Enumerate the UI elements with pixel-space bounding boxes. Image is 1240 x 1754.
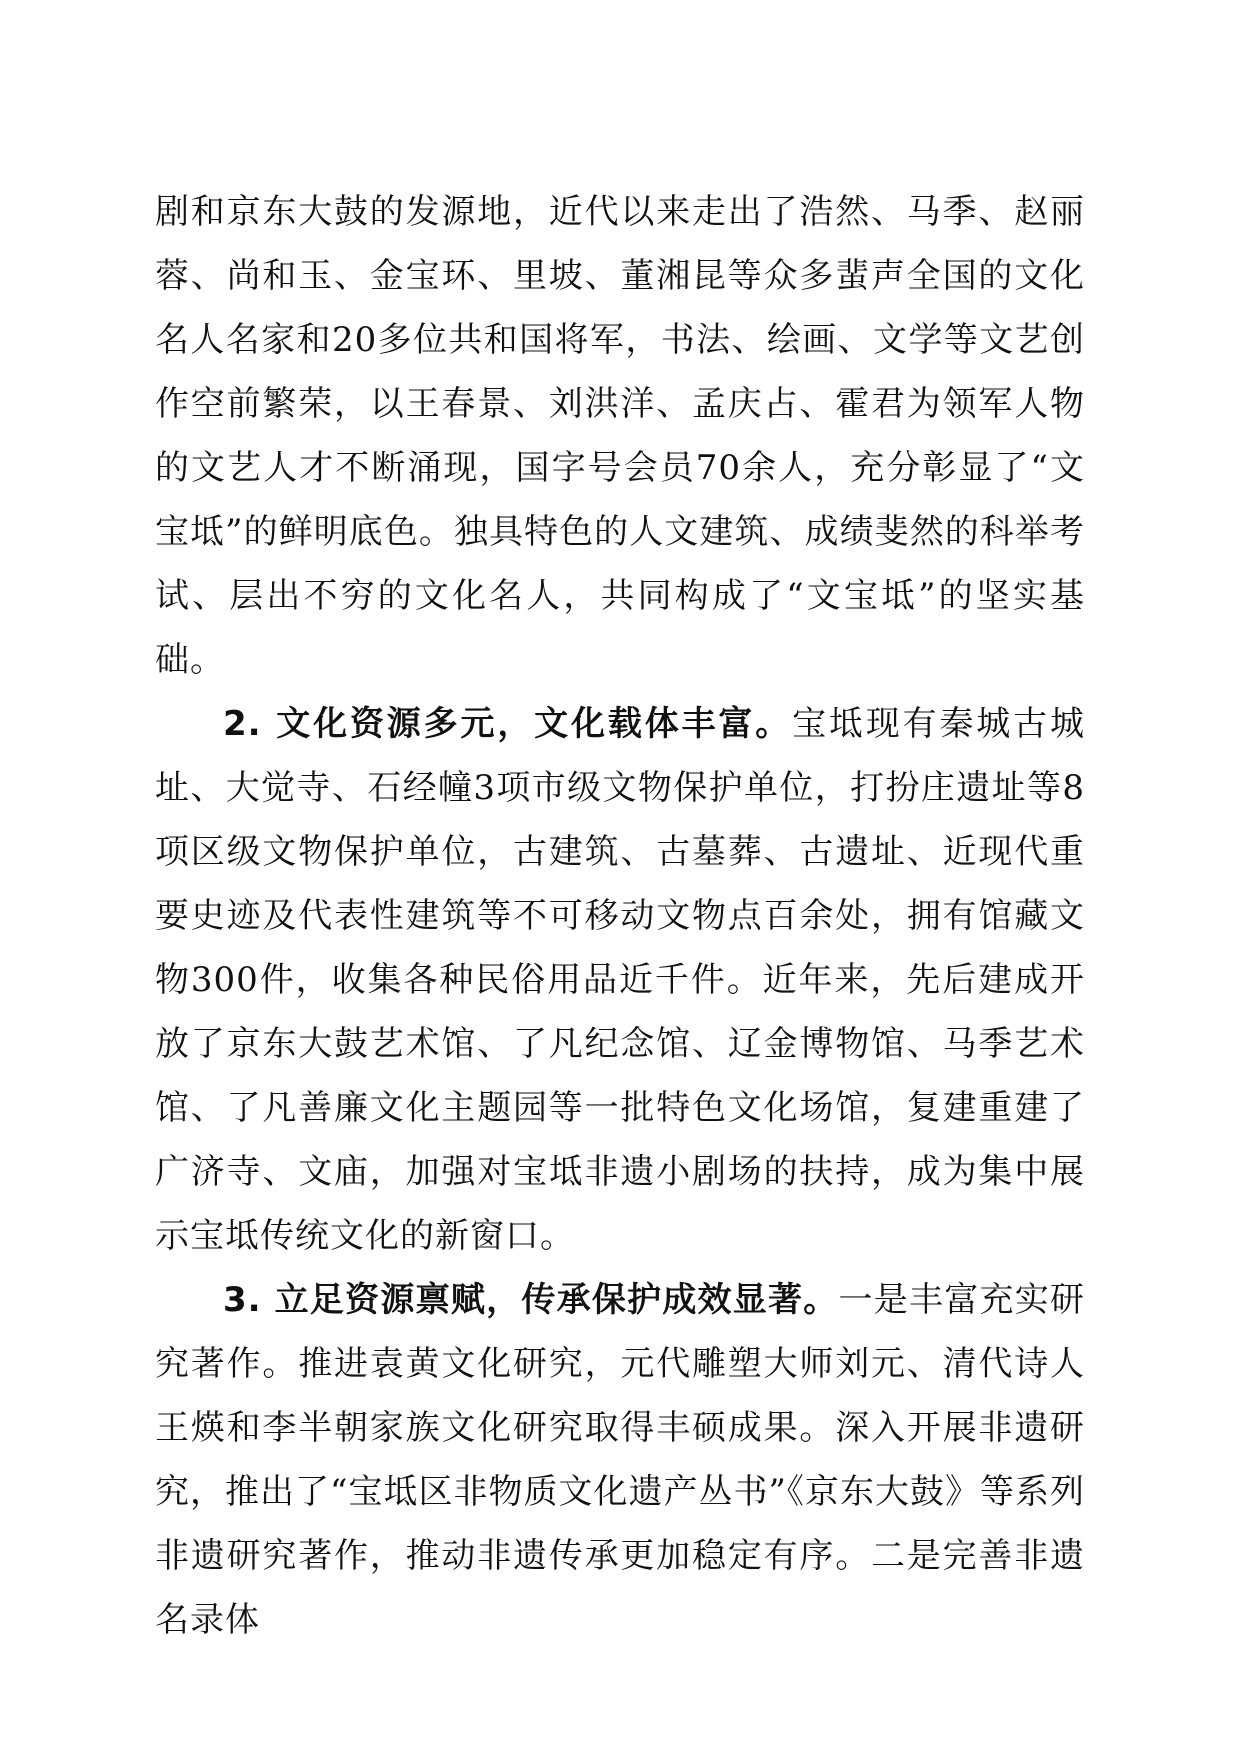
- paragraph-3-heading: 3. 立足资源禀赋，传承保护成效显著。: [223, 1280, 839, 1320]
- paragraph-3-text: 一是丰富充实研究著作。推进袁黄文化研究，元代雕塑大师刘元、清代诗人王煐和李半朝家族文化研究取得丰硕成果。深入开展非遗研究，推出了“宝坻区非物质文化遗产丛书”《京东大鼓》等系列非遗研究著作，推动非遗传承更加稳定有序。二是完善非遗名录体: [155, 1280, 1086, 1640]
- paragraph-3: [155, 1268, 1085, 1652]
- paragraph-1: [155, 180, 1085, 692]
- paragraph-1-text: 剧和京东大鼓的发源地，近代以来走出了浩然、马季、赵丽蓉、尚和玉、金宝环、里坡、董湘昆等众多蜚声全国的文化名人名家和20多位共和国将军，书法、绘画、文学等文艺创作空前繁荣，以王春景、刘洪洋、孟庆占、霍君为领军人物的文艺人才不断涌现，国字号会员70余人，充分彰显了“文宝坻”的鲜明底色。独具特色的人文建筑、成绩斐然的科举考试、层出不穷的文化名人，共同构成了“文宝坻”的坚实基础。: [155, 192, 1085, 680]
- paragraph-2: [155, 692, 1085, 1268]
- document-body: [155, 180, 1085, 1652]
- paragraph-2-heading: 2. 文化资源多元，文化载体丰富。: [223, 704, 793, 744]
- paragraph-2-text: 宝坻现有秦城古城址、大觉寺、石经幢3项市级文物保护单位，打扮庄遗址等8项区级文物保护单位，古建筑、古墓葬、古遗址、近现代重要史迹及代表性建筑等不可移动文物点百余处，拥有馆藏文物300件，收集各种民俗用品近千件。近年来，先后建成开放了京东大鼓艺术馆、了凡纪念馆、辽金博物馆、马季艺术馆、了凡善廉文化主题园等一批特色文化场馆，复建重建了广济寺、文庙，加强对宝坻非遗小剧场的扶持，成为集中展示宝坻传统文化的新窗口。: [155, 704, 1085, 1256]
